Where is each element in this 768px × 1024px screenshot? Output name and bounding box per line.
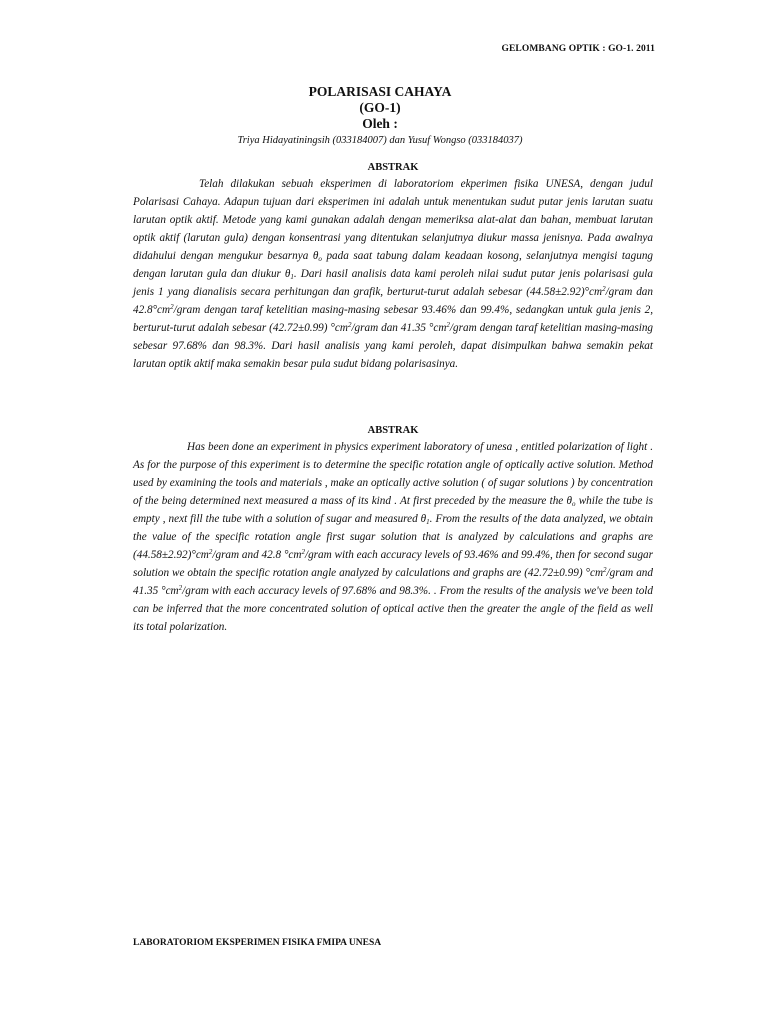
abstract-body: Has been done an experiment in physics experiment laboratory of unesa , entitled polarization of light . As for the purpose of this experiment is to determine the specific rotation angle of optically active solution. Method used by examining the tools and materials , make an optically active solution ( of sugar solutions ) by concentration of the being determined next measured a mass of its kind . At first preceded by the measure the $\theta_o$ while the tube is empty , next fill the tube with a solution of sugar and measured $\theta_1$. From the results of the data analyzed, we obtain the value of the specific rotation angle first sugar solution that is analyzed by calculations and graphs are $(44.58\pm 2.92)^\circ cm^2$/gram and 42.8 $^\circ cm^2$/gram with each accuracy levels of 93.46% and 99.4%, then for second sugar solution we obtain the specific rotation angle analyzed by calculations and graphs are (42.72±0.99) $^\circ cm^2$/gram and 41.35 $^\circ cm^2$/gram with each accuracy levels of 97.68% and 98.3%. . From the results of the analysis we've been told can be inferred that the more concentrated solution of optical active then the greater the angle of the field as well its total polarization. (133, 441, 654, 633)
abstract-indonesian (133, 161, 653, 373)
author-by-label: Oleh : (362, 116, 398, 131)
running-header: GELOMBANG OPTIK : GO-1. 2011 (501, 44, 655, 54)
title-block (0, 84, 760, 148)
paper-code: (GO-1) (359, 100, 401, 115)
abstract-english (133, 424, 653, 636)
page-footer: LABORATORIOM EKSPERIMEN FISIKA FMIPA UNESA (133, 938, 382, 948)
abstract-heading: ABSTRAK (367, 162, 419, 173)
abstract-body: Telah dilakukan sebuah eksperimen di laboratoriom ekperimen fisika UNESA, dengan judul Polarisasi Cahaya. Adapun tujuan dari eksperimen ini adalah untuk menentukan sudut putar jenis larutan suatu larutan optik aktif. Metode yang kami gunakan adalah dengan memeriksa alat-alat dan bahan, membuat larutan optik aktif (larutan gula) dengan konsentrasi yang ditentukan selanjutnya diukur massa jenisnya. Pada awalnya didahului dengan mengukur besarnya $\theta_o$ pada saat tabung dalam keadaan kosong, selanjutnya mengisi tagung dengan larutan gula dan diukur $\theta_1$. Dari hasil analisis data kami peroleh nilai sudut putar jenis polarisasi gula jenis 1 yang dianalisis secara perhitungan dan grafik, berturut-turut adalah sebesar $(44.58\pm 2.92)^\circ cm^2$/gram dan $42.8^\circ cm^2$/gram dengan taraf ketelitian masing-masing sebesar 93.46% dan 99.4%, sedangkan untuk gula jenis 2, berturut-turut adalah sebesar (42.72±0.99) $^\circ cm^2$/gram dan 41.35 $^\circ cm^2$/gram dengan taraf ketelitian masing-masing sebesar 97.68% dan 98.3%. Dari hasil analisis yang kami peroleh, dapat disimpulkan bahwa semakin pekat larutan optik aktif maka semakin besar pula sudut bidang polarisasinya. (133, 178, 654, 370)
author-list: Triya Hidayatiningsih (033184007) dan Yusuf Wongso (033184037) (237, 135, 523, 146)
paper-title: POLARISASI CAHAYA (308, 84, 452, 99)
abstract-heading: ABSTRAK (367, 425, 419, 436)
